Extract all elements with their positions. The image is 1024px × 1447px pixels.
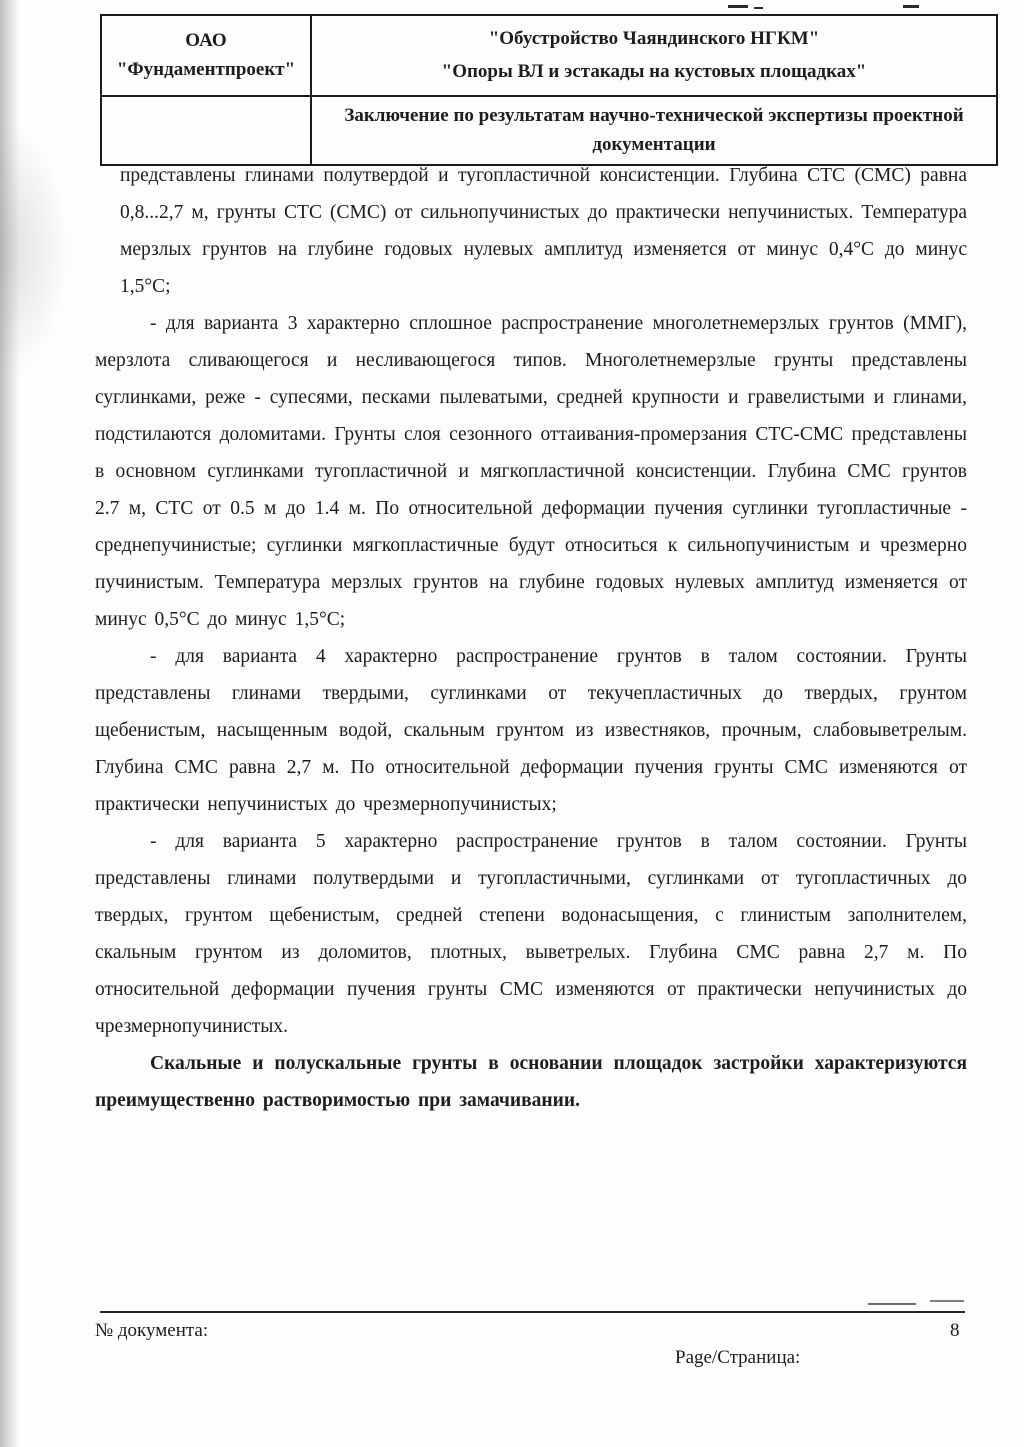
page-label: Page/Страница: <box>675 1347 801 1368</box>
project-title-line-1: "Обустройство Чаяндинского НГКМ" <box>488 28 820 49</box>
doc-number-label: № документа: <box>95 1320 209 1341</box>
paragraph-variant-4: - для варианта 4 характерно распространение грунтов в талом состоянии. Грунты представлены глинами твердыми, суглинками от текучепластичных до твердых, грунтом щебенистым, насыщенным водой, скальным грунтом из известняков, прочным, слабовыветрелым. Глубина СМС равна 2,7 м. По относительной деформации пучения грунты СМС изменяются от практически непучинистых до чрезмернопучинистых; <box>95 646 967 815</box>
scan-artifact-dash <box>930 1300 964 1302</box>
scan-artifact-dash <box>728 5 748 8</box>
page-number: 8 <box>950 1320 960 1341</box>
paragraph-continuation: представлены глинами полутвердой и тугопластичной консистенции. Глубина СТС (СМС) равна 0,8...2,7 м, грунты СТС (СМС) от сильнопучинистых до практически непучинистых. Температура мерзлых грунтов на глубине годовых нулевых амплитуд изменяется от минус 0,4°С до минус 1,5°С; <box>120 165 967 297</box>
paragraph-variant-5: - для варианта 5 характерно распространение грунтов в талом состоянии. Грунты представлены глинами полутвердыми и тугопластичными, суглинками от тугопластичных до твердых, грунтом щебенистым, средней степени водонасыщения, с глинистым заполнителем, скальным грунтом из доломитов, плотных, выветрелых. Глубина СМС равна 2,7 м. По относительной деформации пучения грунты СМС изменяются от практически непучинистых до чрезмернопучинистых. <box>95 831 967 1037</box>
organization-cell <box>101 15 311 96</box>
organization-name-line-1: ОАО <box>185 30 227 51</box>
organization-cell-empty <box>101 96 311 165</box>
paragraph-conclusion-bold: Скальные и полускальные грунты в основании площадок застройки характеризуются преимущественно растворимостью при замачивании. <box>95 1053 967 1111</box>
scan-smudge <box>0 120 70 380</box>
organization-name-line-2: "Фундаментпроект" <box>116 59 296 81</box>
document-body <box>95 157 967 1119</box>
document-type-cell: Заключение по результатам научно-технической экспертизы проектной документации <box>311 96 997 165</box>
scan-artifact-dash <box>868 1303 916 1305</box>
project-title-cell <box>311 15 997 96</box>
scan-artifact-dash <box>903 5 919 8</box>
project-title-line-2: "Опоры ВЛ и эстакады на кустовых площадках" <box>441 61 867 83</box>
paragraph-variant-3: - для варианта 3 характерно сплошное распространение многолетнемерзлых грунтов (ММГ), мерзлота сливающегося и несливающегося типов. Многолетнемерзлые грунты представлены суглинками, реже - супесями, песками пылеватыми, средней крупности и гравелистыми и глинами, подстилаются доломитами. Грунты слоя сезонного оттаивания-промерзания СТС-СМС представлены в основном суглинками тугопластичной и мягкопластичной консистенции. Глубина СМС грунтов 2.7 м, СТС от 0.5 м до 1.4 м. По относительной деформации пучения суглинки тугопластичные - среднепучинистые; суглинки мягкопластичные будут относиться к сильнопучинистым и чрезмерно пучинистым. Температура мерзлых грунтов на глубине годовых нулевых амплитуд изменяется от минус 0,5°С до минус 1,5°С; <box>95 313 967 630</box>
scan-artifact-dash <box>754 7 763 9</box>
footer-divider-line <box>100 1311 965 1313</box>
document-header-table <box>100 14 998 166</box>
